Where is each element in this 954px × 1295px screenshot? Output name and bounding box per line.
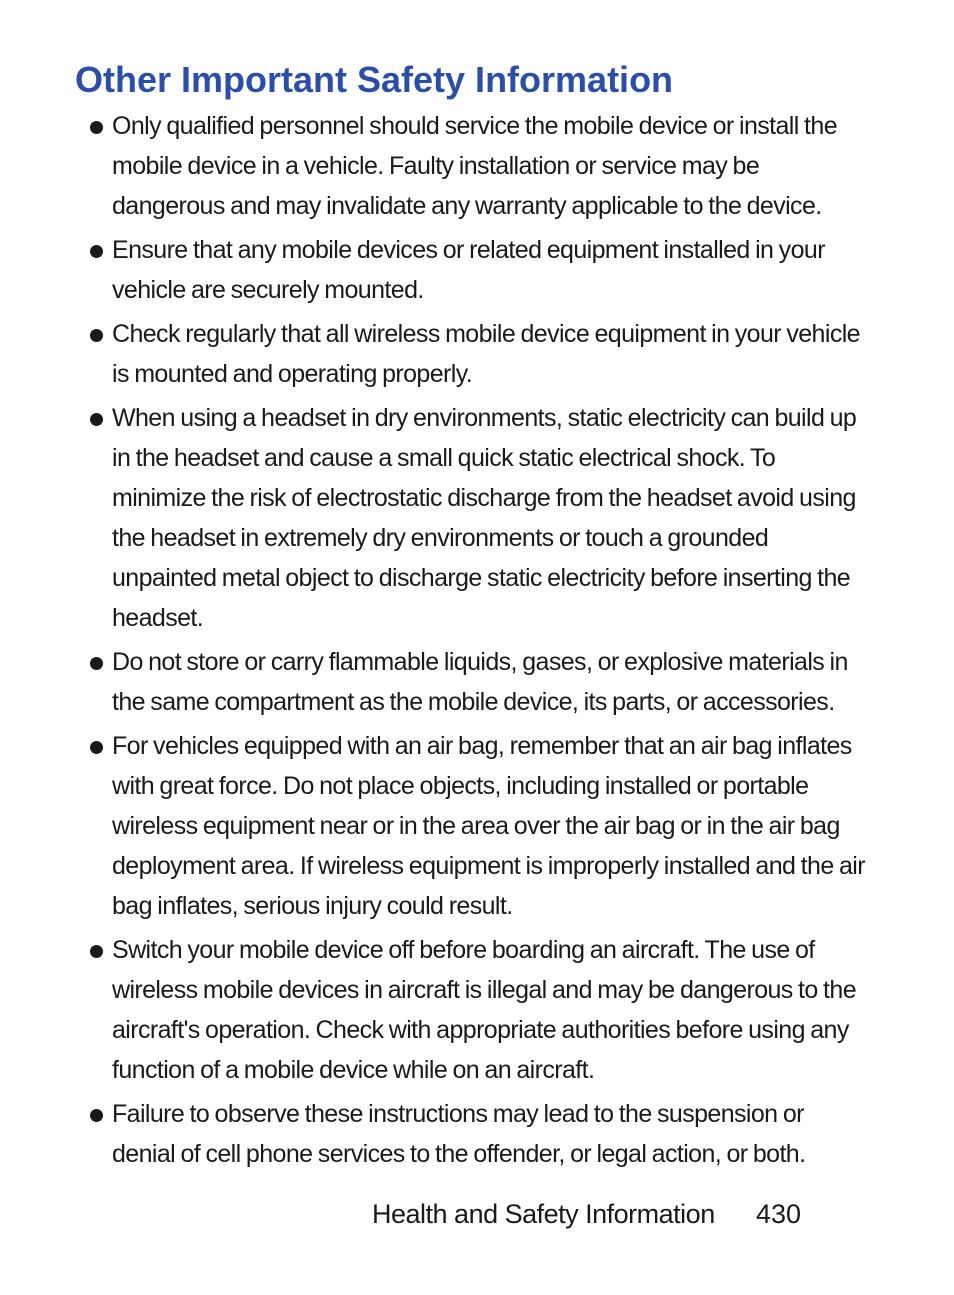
bullet-text: Only qualified personnel should service the mobile device or install the mobile device in a vehicle. Faulty installation or service may be dangerous and may invalidate any warranty applicable to the device. bbox=[112, 112, 838, 220]
bullet-icon bbox=[90, 741, 103, 754]
bullet-item bbox=[88, 230, 868, 310]
safety-bullet-list bbox=[88, 106, 868, 1178]
page-title: Other Important Safety Information bbox=[75, 59, 674, 100]
bullet-text: Check regularly that all wireless mobile device equipment in your vehicle is mounted and operating properly. bbox=[112, 320, 860, 388]
bullet-item bbox=[88, 930, 868, 1090]
bullet-icon bbox=[90, 945, 103, 958]
bullet-text: Ensure that any mobile devices or related equipment installed in your vehicle are securely mounted. bbox=[112, 236, 825, 304]
bullet-item bbox=[88, 1094, 868, 1174]
bullet-icon bbox=[90, 413, 103, 426]
bullet-text: Do not store or carry flammable liquids, gases, or explosive materials in the same compartment as the mobile device, its parts, or accessories. bbox=[112, 648, 848, 716]
bullet-item bbox=[88, 314, 868, 394]
bullet-icon bbox=[90, 657, 103, 670]
bullet-icon bbox=[90, 329, 103, 342]
footer-section-title: Health and Safety Information bbox=[372, 1199, 715, 1229]
bullet-icon bbox=[90, 121, 103, 134]
bullet-text: Switch your mobile device off before boarding an aircraft. The use of wireless mobile devices in aircraft is illegal and may be dangerous to the aircraft's operation. Check with appropriate authorities before using any function of a mobile device while on an aircraft. bbox=[112, 936, 857, 1084]
bullet-text: Failure to observe these instructions may lead to the suspension or denial of cell phone services to the offender, or legal action, or both. bbox=[112, 1100, 806, 1168]
bullet-icon bbox=[90, 245, 103, 258]
bullet-item bbox=[88, 642, 868, 722]
bullet-icon bbox=[90, 1109, 103, 1122]
page-number: 430 bbox=[756, 1199, 802, 1229]
bullet-text: When using a headset in dry environments, static electricity can build up in the headset and cause a small quick static electrical shock. To minimize the risk of electrostatic discharge from the headset avoid using the headset in extremely dry environments or touch a grounded unpainted metal object to discharge static electricity before inserting the headset. bbox=[112, 404, 857, 632]
bullet-item bbox=[88, 726, 868, 926]
bullet-text: For vehicles equipped with an air bag, remember that an air bag inflates with great force. Do not place objects, including installed or portable wireless equipment near or in the area over the air bag or in the air bag deployment area. If wireless equipment is improperly installed and the air bag inflates, serious injury could result. bbox=[112, 732, 865, 920]
bullet-item bbox=[88, 398, 868, 638]
bullet-item bbox=[88, 106, 868, 226]
